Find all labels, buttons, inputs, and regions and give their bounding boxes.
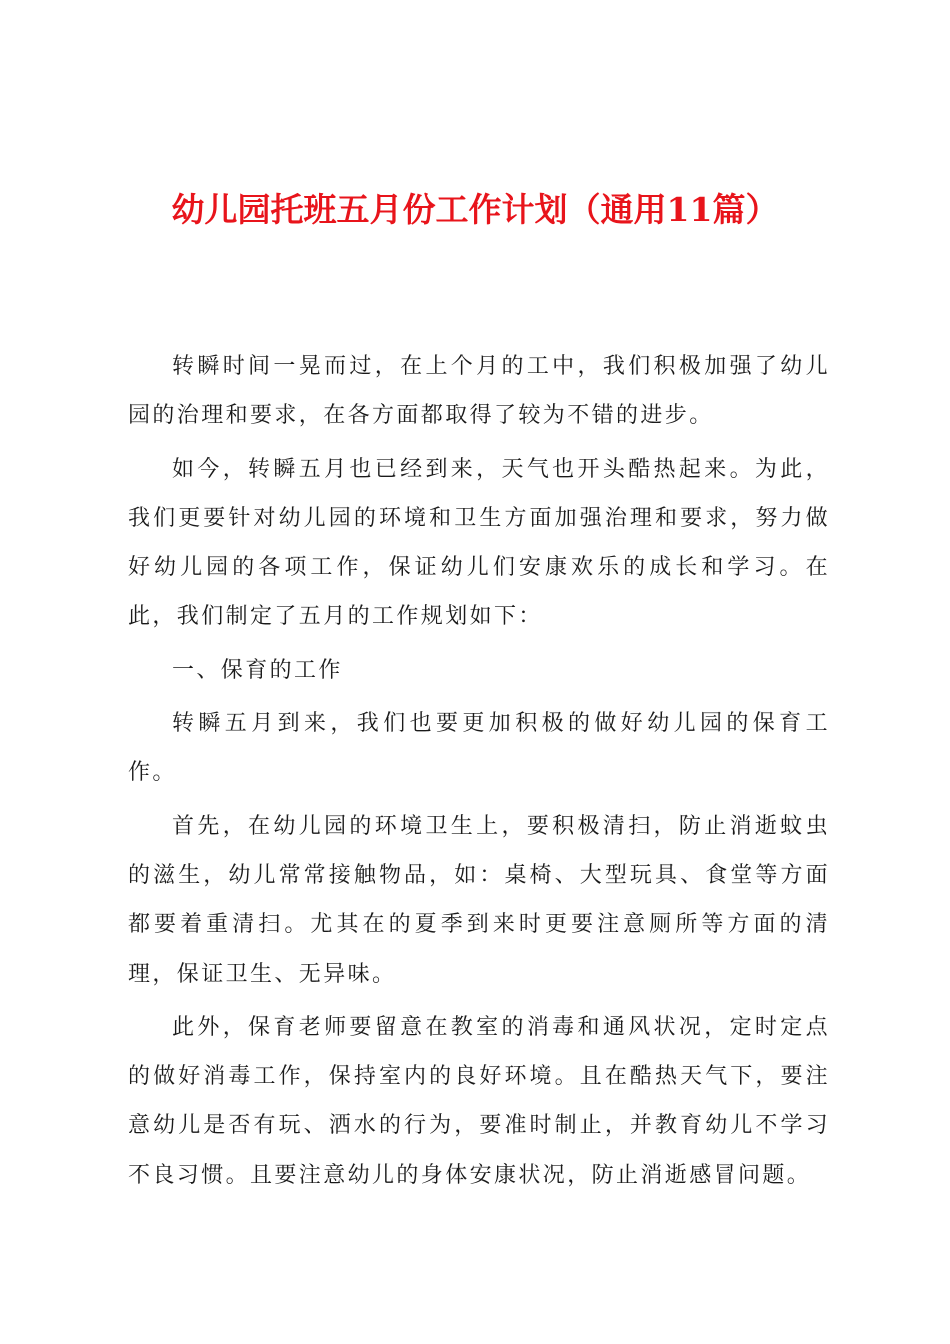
paragraph-plan-overview: 如今，转瞬五月也已经到来，天气也开头酷热起来。为此，我们更要针对幼儿园的环境和卫生方面加强治理和要求，努力做好幼儿园的各项工作，保证幼儿们安康欢乐的成长和学习。在此，我们制定了五月的工作规划如下：: [128, 456, 830, 630]
paragraph-hygiene: 首先，在幼儿园的环境卫生上，要积极清扫，防止消逝蚊虫的滋生，幼儿常常接触物品，如：桌椅、大型玩具、食堂等方面都要着重清扫。尤其在的夏季到来时更要注意厕所等方面的清理，保证卫生、无异味。: [128, 813, 830, 987]
paragraph-intro: 转瞬时间一晃而过，在上个月的工中，我们积极加强了幼儿园的治理和要求，在各方面都取得了较为不错的进步。: [128, 354, 830, 429]
document-title: 幼儿园托班五月份工作计划（通用11篇）: [171, 190, 779, 229]
document-body: [128, 342, 830, 1200]
paragraph-childcare-intro: 转瞬五月到来，我们也要更加积极的做好幼儿园的保育工作。: [128, 711, 830, 786]
paragraph-disinfection: 此外，保育老师要留意在教室的消毒和通风状况，定时定点的做好消毒工作，保持室内的良好环境。且在酷热天气下，要注意幼儿是否有玩、洒水的行为，要准时制止，并教育幼儿不学习不良习惯。且要注意幼儿的身体安康状况，防止消逝感冒问题。: [128, 1014, 830, 1188]
section-heading-childcare: 一、保育的工作: [172, 657, 343, 683]
